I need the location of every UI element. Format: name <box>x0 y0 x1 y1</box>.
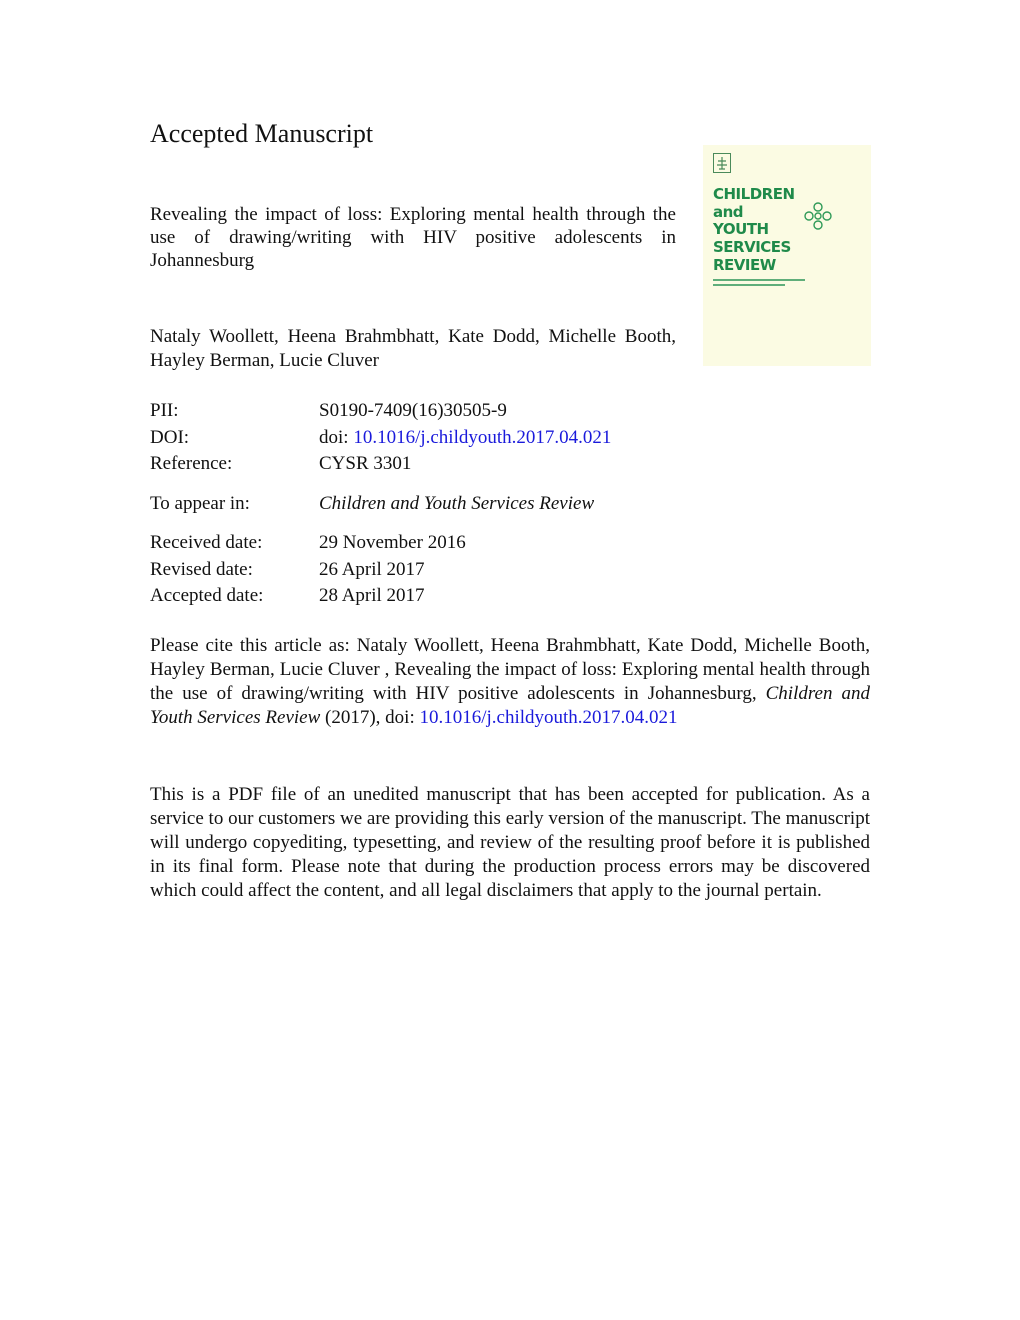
pii-label: PII: <box>150 400 179 421</box>
citation-paragraph <box>150 634 870 730</box>
citation-text: Please cite this article as: Nataly Woollett, Heena Brahmbhatt, Kate Dodd, Michelle Booth, Hayley Berman, Lucie Cluver , Revealing the impact of loss: Exploring mental health through the use of drawing/writing with HIV positive adolescents in Johannesburg, <box>150 635 870 704</box>
accepted-row <box>150 583 880 610</box>
elsevier-logo-icon <box>713 153 731 173</box>
revised-row <box>150 557 880 584</box>
accepted-label: Accepted date: <box>150 585 264 606</box>
accepted-value: 28 April 2017 <box>319 585 425 606</box>
cover-title-line: REVIEW <box>713 256 776 274</box>
appear-label: To appear in: <box>150 493 250 514</box>
author-list: Nataly Woollett, Heena Brahmbhatt, Kate Dodd, Michelle Booth, Hayley Berman, Lucie Cluver <box>150 326 676 371</box>
doi-label: DOI: <box>150 426 190 448</box>
received-label: Received date: <box>150 532 263 553</box>
reference-row <box>150 451 880 478</box>
cover-fine-print <box>713 279 805 281</box>
appear-row <box>150 491 880 518</box>
dates-block <box>150 530 880 610</box>
doi-link[interactable]: 10.1016/j.childyouth.2017.04.021 <box>353 426 612 448</box>
reference-value: CYSR 3301 <box>319 453 412 474</box>
manuscript-notice: This is a PDF file of an unedited manuscript that has been accepted for publication. As a service to our customers we are providing this early version of the manuscript. The manuscript will undergo copyediting, typesetting, and review of the resulting proof before it is published in its final form. Please note that during the production process errors may be discovered which could affect the content, and all legal disclaimers that apply to the journal pertain. <box>150 784 870 901</box>
pii-row <box>150 398 880 425</box>
page-heading: Accepted Manuscript <box>150 119 374 148</box>
doi-prefix: doi: <box>319 426 354 448</box>
article-title: Revealing the impact of loss: Exploring mental health through the use of drawing/writing with HIV positive adolescents in Johannesburg <box>150 204 676 271</box>
reference-label: Reference: <box>150 453 233 474</box>
cover-title-line: SERVICES <box>713 238 791 256</box>
pii-value: S0190-7409(16)30505-9 <box>319 400 507 421</box>
citation-year-doi: (2017), doi: <box>320 707 420 728</box>
cover-title-line: CHILDREN <box>713 185 795 203</box>
revised-label: Revised date: <box>150 558 253 580</box>
citation-doi-link[interactable]: 10.1016/j.childyouth.2017.04.021 <box>419 707 678 728</box>
journal-name: Children and Youth Services Review <box>319 493 595 514</box>
revised-value: 26 April 2017 <box>319 558 425 580</box>
article-metadata <box>150 398 880 478</box>
citation-journal: Children and Youth Services Review <box>150 683 870 728</box>
cover-title-line: and <box>713 203 744 221</box>
received-value: 29 November 2016 <box>319 532 466 553</box>
journal-info <box>150 491 880 518</box>
cover-fine-print <box>713 284 785 286</box>
doi-row <box>150 425 880 452</box>
cover-title-line: YOUTH <box>713 220 769 238</box>
received-row <box>150 530 880 557</box>
cover-ornament-icon <box>803 201 833 231</box>
journal-cover <box>703 145 871 366</box>
doi-value <box>319 425 611 451</box>
